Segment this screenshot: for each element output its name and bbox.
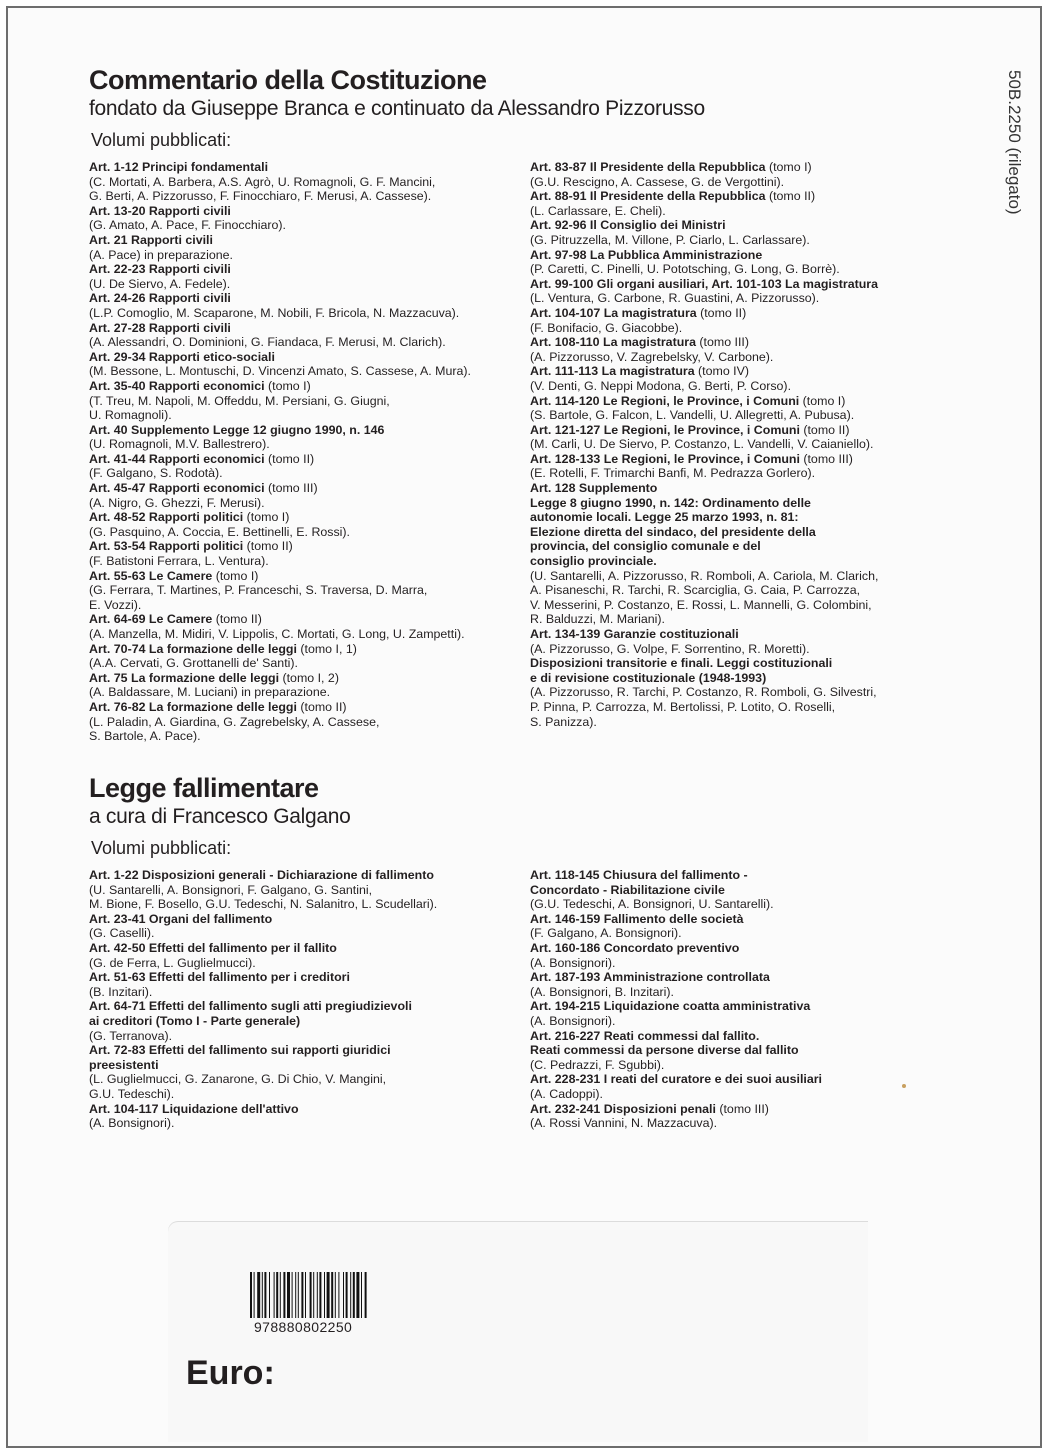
volume-entry	[89, 941, 509, 970]
volume-title-text: Art. 72-83 Effetti del fallimento sui rapporti giuridici preesistenti	[89, 1043, 391, 1072]
volume-title-text: Art. 64-69 Le Camere	[89, 612, 213, 627]
volume-entry	[530, 160, 950, 189]
volume-title-text: Art. 41-44 Rapporti economici	[89, 451, 265, 466]
barcode-bars	[250, 1272, 418, 1318]
volume-authors: (G.U. Rescigno, A. Cassese, G. de Vergottini).	[530, 174, 785, 189]
volume-entry	[530, 364, 950, 393]
commentario-section	[89, 64, 959, 744]
volume-authors: (A. Nigro, G. Ghezzi, F. Merusi).	[89, 495, 265, 510]
volume-title-text: Art. 104-107 La magistratura	[530, 305, 697, 320]
volume-title	[530, 423, 950, 438]
volume-title-text: Art. 29-34 Rapporti etico-sociali	[89, 349, 275, 364]
volume-authors: (T. Treu, M. Napoli, M. Offeddu, M. Persiani, G. Giugni, U. Romagnoli).	[89, 393, 390, 423]
volume-entry	[530, 481, 950, 627]
volume-tomo-note: (tomo I)	[243, 510, 290, 525]
volume-tomo-note: (tomo II)	[696, 305, 747, 320]
barcode-bar	[353, 1272, 355, 1318]
barcode-bar	[343, 1272, 344, 1318]
volume-title-text: Art. 83-87 Il Presidente della Repubblica	[530, 160, 766, 174]
volume-title-text: Art. 88-91 Il Presidente della Repubblica	[530, 189, 766, 204]
volume-authors: (U. Santarelli, A. Bonsignori, F. Galgano, G. Santini, M. Bione, F. Bosello, G.U. Tedeschi, N. Salanitro, L. Scudellari).	[89, 882, 438, 912]
volume-authors: (G. Terranova).	[89, 1028, 173, 1043]
volume-title-text: Art. 104-117 Liquidazione dell'attivo	[89, 1101, 299, 1116]
barcode-bar	[298, 1272, 299, 1318]
barcode-bar	[274, 1272, 275, 1318]
volume-entry	[530, 627, 950, 656]
volume-entry	[89, 700, 509, 744]
volume-authors: (A. Cadoppi).	[530, 1086, 604, 1101]
volume-title-text: Art. 75 La formazione delle leggi	[89, 670, 280, 685]
volume-authors: (A. Alessandri, O. Dominioni, G. Fiandaca, F. Merusi, M. Clarich).	[89, 335, 446, 350]
volume-title-text: Art. 21 Rapporti civili	[89, 232, 213, 247]
barcode-bar	[264, 1272, 266, 1318]
volume-authors: (F. Galgano, S. Rodotà).	[89, 466, 223, 481]
volume-title	[530, 452, 950, 467]
volume-title	[530, 160, 950, 175]
volume-authors: (C. Mortati, A. Barbera, A.S. Agrò, U. Romagnoli, G. F. Mancini, G. Berti, A. Pizzorusso, F. Finocchiaro, F. Merusi, A. Cassese).	[89, 174, 436, 204]
volume-title	[530, 941, 950, 956]
volume-entry	[530, 868, 950, 912]
volume-title-text: Art. 22-23 Rapporti civili	[89, 262, 231, 277]
volume-entry	[89, 379, 509, 423]
barcode-bar	[262, 1272, 263, 1318]
volume-title-text: Art. 64-71 Effetti del fallimento sugli atti pregiudizievoli ai creditori (Tomo I - Parte generale)	[89, 999, 412, 1028]
volume-title-text: Art. 1-22 Disposizioni generali - Dichiarazione di fallimento	[89, 868, 434, 882]
barcode-bar	[319, 1272, 321, 1318]
volume-authors: (G. de Ferra, L. Guglielmucci).	[89, 955, 256, 970]
volume-tomo-note: (tomo I, 1)	[296, 641, 357, 656]
volume-title	[530, 248, 950, 263]
volume-title	[530, 189, 950, 204]
volume-title	[89, 970, 509, 985]
volume-title-text: Art. 111-113 La magistratura	[530, 364, 695, 379]
volume-title	[89, 999, 509, 1028]
volume-entry	[89, 510, 509, 539]
volume-entry	[530, 277, 950, 306]
volume-tomo-note: (tomo II)	[765, 189, 816, 204]
barcode-bar	[250, 1272, 252, 1318]
volume-tomo-note: (tomo III)	[695, 335, 749, 350]
volume-entry	[89, 204, 509, 233]
volume-title	[530, 481, 950, 569]
volume-entry	[530, 423, 950, 452]
volume-title-text: Art. 228-231 I reati del curatore e dei suoi ausiliari	[530, 1072, 822, 1087]
volume-authors: (A.A. Cervati, G. Grottanelli de' Santi).	[89, 656, 298, 671]
volume-tomo-note: (tomo I)	[765, 160, 812, 174]
volume-title-text: Art. 48-52 Rapporti politici	[89, 510, 244, 525]
barcode-bar	[338, 1272, 339, 1318]
volume-title	[89, 160, 509, 175]
volume-authors: (A. Rossi Vannini, N. Mazzacuva).	[530, 1116, 718, 1131]
volume-title-text: Art. 35-40 Rapporti economici	[89, 378, 265, 393]
volume-authors: (G. Caselli).	[89, 926, 155, 941]
volume-authors: (L. Guglielmucci, G. Zanarone, G. Di Chio, V. Mangini, G.U. Tedeschi).	[89, 1072, 387, 1101]
volume-authors: (A. Pizzorusso, R. Tarchi, P. Costanzo, R. Romboli, G. Silvestri, P. Pinna, P. Carrozza, M. Bertolissi, P. Lotito, O. Roselli, S. Panizza).	[530, 685, 877, 729]
volume-authors: (E. Rotelli, F. Trimarchi Banfi, M. Pedrazza Gorlero).	[530, 466, 816, 481]
volume-entry	[530, 189, 950, 218]
volume-authors: (L. Paladin, A. Giardina, G. Zagrebelsky, A. Cassese, S. Bartole, A. Pace).	[89, 714, 380, 744]
barcode-bar	[365, 1272, 367, 1318]
volume-title	[89, 700, 509, 715]
volume-authors: (G. Pasquino, A. Coccia, E. Bettinelli, E. Rossi).	[89, 524, 350, 539]
volume-authors: (M. Carli, U. De Siervo, P. Costanzo, L. Vandelli, V. Caianiello).	[530, 437, 874, 452]
volume-entry	[89, 233, 509, 262]
volume-authors: (G. Ferrara, T. Martines, P. Franceschi, S. Traversa, D. Marra, E. Vozzi).	[89, 583, 428, 612]
barcode-bar	[257, 1272, 260, 1318]
volume-entry	[530, 394, 950, 423]
barcode-bar	[254, 1272, 255, 1318]
volume-title	[530, 970, 950, 985]
volume-tomo-note: (tomo II)	[264, 451, 315, 466]
barcode-bar	[313, 1272, 314, 1318]
volume-authors: (A. Bonsignori, B. Inzitari).	[530, 984, 674, 999]
volume-title-text: Art. 27-28 Rapporti civili	[89, 320, 231, 335]
volume-title-text: Art. 45-47 Rapporti economici	[89, 481, 265, 496]
volume-title-text: Art. 40 Supplemento Legge 12 giugno 1990, n. 146	[89, 422, 385, 437]
volume-authors: (P. Caretti, C. Pinelli, U. Pototsching, G. Long, G. Borrè).	[530, 262, 840, 277]
volume-title	[89, 912, 509, 927]
volume-title	[89, 233, 509, 248]
volume-title	[89, 671, 509, 686]
volume-entry	[89, 481, 509, 510]
barcode-bar	[356, 1272, 359, 1318]
barcode-bar	[305, 1272, 306, 1318]
volume-entry	[530, 941, 950, 970]
volume-title-text: Art. 42-50 Effetti del fallimento per il fallito	[89, 940, 337, 955]
volume-entry	[89, 1102, 509, 1131]
volume-authors: (L.P. Comoglio, M. Scaparone, M. Nobili, F. Bricola, N. Mazzacuva).	[89, 305, 460, 320]
volume-title	[530, 868, 950, 897]
volume-title	[89, 379, 509, 394]
volume-authors: (S. Bartole, G. Falcon, L. Vandelli, U. Allegretti, A. Pubusa).	[530, 408, 855, 423]
volume-authors: (B. Inzitari).	[89, 984, 153, 999]
volume-authors: (L. Ventura, G. Carbone, R. Guastini, A. Pizzorusso).	[530, 291, 820, 306]
volume-title	[89, 642, 509, 657]
volume-tomo-note: (tomo I)	[799, 393, 846, 408]
commentario-right-column	[530, 160, 950, 729]
volume-title	[530, 277, 950, 292]
commentario-subtitle: fondato da Giuseppe Branca e continuato da Alessandro Pizzorusso	[89, 97, 705, 120]
legge-title: Legge fallimentare	[89, 773, 319, 803]
volume-authors: (U. Romagnoli, M.V. Ballestrero).	[89, 437, 270, 452]
volume-entry	[89, 321, 509, 350]
volume-tomo-note: (tomo IV)	[694, 364, 749, 379]
barcode-bar	[295, 1272, 296, 1318]
volume-entry	[89, 569, 509, 613]
volume-title	[530, 1072, 950, 1087]
volume-authors: (V. Denti, G. Neppi Modona, G. Berti, P. Corso).	[530, 378, 792, 393]
volume-title	[530, 394, 950, 409]
volume-entry	[530, 335, 950, 364]
volume-title	[530, 1029, 950, 1058]
volume-title-text: Art. 13-20 Rapporti civili	[89, 203, 231, 218]
volume-title-text: Art. 51-63 Effetti del fallimento per i creditori	[89, 970, 350, 985]
volume-title-text: Art. 128-133 Le Regioni, le Province, i Comuni	[530, 451, 800, 466]
volume-entry	[530, 1029, 950, 1073]
volume-authors: (L. Carlassare, E. Cheli).	[530, 203, 666, 218]
volume-authors: (A. Pizzorusso, V. Zagrebelsky, V. Carbone).	[530, 349, 774, 364]
volume-title	[530, 656, 950, 685]
volume-title-text: Art. 134-139 Garanzie costituzionali	[530, 627, 739, 641]
volume-title-text: Art. 187-193 Amministrazione controllata	[530, 970, 770, 985]
volume-tomo-note: (tomo I)	[212, 568, 259, 583]
volume-title	[89, 481, 509, 496]
barcode-bar	[317, 1272, 318, 1318]
volume-title	[89, 350, 509, 365]
legge-right-column	[530, 868, 950, 1131]
volume-authors: (A. Baldassare, M. Luciani) in preparazione.	[89, 685, 331, 700]
volume-tomo-note: (tomo II)	[799, 422, 850, 437]
barcode-bar	[269, 1272, 270, 1318]
volume-entry	[530, 248, 950, 277]
volume-entry	[89, 671, 509, 700]
legge-volumes-label: Volumi pubblicati:	[91, 838, 232, 858]
volume-title-text: Art. 76-82 La formazione delle leggi	[89, 699, 297, 714]
volume-tomo-note: (tomo II)	[243, 539, 293, 554]
volume-title	[89, 612, 509, 627]
volume-title-text: Art. 24-26 Rapporti civili	[89, 291, 231, 306]
volume-title	[89, 423, 509, 438]
volume-entry	[530, 912, 950, 941]
volume-title-text: Art. 216-227 Reati commessi dal fallito. Reati commessi da persone diverse dal fallito	[530, 1028, 799, 1058]
spine-code-text: 50B.2250 (rilegato)	[1005, 70, 1024, 215]
volume-title-text: Art. 121-127 Le Regioni, le Province, i Comuni	[530, 422, 800, 437]
volume-entry	[89, 868, 509, 912]
volume-authors: (A. Pizzorusso, G. Volpe, F. Sorrentino, R. Moretti).	[530, 641, 810, 656]
volume-title-text: Art. 118-145 Chiusura del fallimento - Concordato - Riabilitazione civile	[530, 868, 748, 897]
volume-entry	[89, 423, 509, 452]
volume-title	[530, 218, 950, 233]
volume-title-text: Art. 114-120 Le Regioni, le Province, i Comuni	[530, 393, 800, 408]
price-label: Euro:	[186, 1354, 275, 1392]
volume-tomo-note: (tomo I, 2)	[279, 670, 339, 685]
volume-authors: (G.U. Tedeschi, A. Bonsignori, U. Santarelli).	[530, 897, 774, 912]
barcode-bar	[361, 1272, 362, 1318]
volume-title-text: Art. 146-159 Fallimento delle società	[530, 911, 744, 926]
volume-authors: (A. Bonsignori).	[89, 1116, 175, 1131]
volume-title-text: Art. 108-110 La magistratura	[530, 335, 696, 350]
volume-title-text: Art. 23-41 Organi del fallimento	[89, 911, 273, 926]
barcode-bar	[280, 1272, 281, 1318]
volume-entry	[530, 970, 950, 999]
volume-title-text: Art. 194-215 Liquidazione coatta amministrativa	[530, 999, 811, 1014]
volume-entry	[89, 970, 509, 999]
volume-title-text: Art. 128 Supplemento Legge 8 giugno 1990, n. 142: Ordinamento delle autonomie locali. Legge 25 marzo 1993, n. 81: Elezione diretta del sindaco, del presidente della provincia, del consiglio comunale e del consiglio provinciale.	[530, 481, 816, 569]
volume-title	[89, 868, 509, 883]
volume-authors: (U. De Siervo, A. Fedele).	[89, 276, 231, 291]
barcode-bar	[276, 1272, 278, 1318]
commentario-title: Commentario della Costituzione	[89, 65, 487, 95]
commentario-left-column	[89, 160, 509, 744]
spine-code	[1000, 70, 1028, 250]
barcode-bar	[287, 1272, 290, 1318]
volume-tomo-note: (tomo II)	[212, 612, 262, 627]
volume-title-text: Art. 55-63 Le Camere	[89, 568, 213, 583]
volume-title-text: Art. 1-12 Principi fondamentali	[89, 160, 269, 174]
volume-title	[89, 510, 509, 525]
volume-authors: (G. Amato, A. Pace, F. Finocchiaro).	[89, 218, 286, 233]
volume-title	[530, 1102, 950, 1117]
barcode-bar	[301, 1272, 303, 1318]
commentario-volumes-label: Volumi pubblicati:	[91, 130, 232, 150]
volume-entry	[530, 218, 950, 247]
barcode-bar	[310, 1272, 312, 1318]
volume-title-text: Art. 232-241 Disposizioni penali	[530, 1101, 716, 1116]
legge-section	[89, 772, 959, 1131]
volume-entry	[530, 999, 950, 1028]
volume-entry	[89, 642, 509, 671]
volume-authors: (A. Pace) in preparazione.	[89, 247, 233, 262]
volume-title	[89, 539, 509, 554]
barcode-bar	[327, 1272, 330, 1318]
volume-title	[89, 569, 509, 584]
volume-title-text: Art. 160-186 Concordato preventivo	[530, 940, 740, 955]
volume-authors: (A. Bonsignori).	[530, 1013, 616, 1028]
volume-title-text: Disposizioni transitorie e finali. Leggi costituzionali e di revisione costituzionale (1948-1993)	[530, 656, 833, 685]
volume-entry	[89, 912, 509, 941]
volume-title	[530, 364, 950, 379]
volume-title	[89, 941, 509, 956]
volume-entry	[530, 452, 950, 481]
volume-entry	[89, 160, 509, 204]
volume-title-text: Art. 92-96 Il Consiglio dei Ministri	[530, 218, 726, 233]
volume-title	[530, 999, 950, 1014]
volume-tomo-note: (tomo I)	[264, 378, 311, 393]
volume-authors: (F. Batistoni Ferrara, L. Ventura).	[89, 554, 269, 569]
volume-authors: (G. Pitruzzella, M. Villone, P. Ciarlo, L. Carlassare).	[530, 232, 810, 247]
volume-entry	[530, 306, 950, 335]
volume-authors: (A. Manzella, M. Midiri, V. Lippolis, C. Mortati, G. Long, U. Zampetti).	[89, 627, 465, 641]
volume-authors: (U. Santarelli, A. Pizzorusso, R. Romboli, A. Cariola, M. Clarich, A. Pisaneschi, R. Tarchi, R. Scarciglia, G. Caia, P. Carrozza, V. Messerini, P. Costanzo, E. Rossi, L. Mannelli, G. Colombini, R. Balduzzi, M. Mariani).	[530, 568, 879, 627]
volume-entry	[89, 999, 509, 1043]
volume-authors: (F. Bonifacio, G. Giacobbe).	[530, 320, 683, 335]
volume-entry	[530, 1072, 950, 1101]
volume-authors: (F. Galgano, A. Bonsignori).	[530, 926, 682, 941]
volume-title	[530, 627, 950, 642]
volume-entry	[530, 1102, 950, 1131]
barcode-bar	[346, 1272, 348, 1318]
volume-entry	[89, 612, 509, 641]
volume-entry	[89, 350, 509, 379]
decorative-dot	[902, 1084, 906, 1088]
volume-entry	[89, 452, 509, 481]
legge-subtitle: a cura di Francesco Galgano	[89, 805, 351, 828]
volume-title	[530, 912, 950, 927]
volume-title-text: Art. 53-54 Rapporti politici	[89, 539, 244, 554]
volume-entry	[89, 539, 509, 568]
volume-title	[89, 321, 509, 336]
volume-title	[89, 204, 509, 219]
volume-tomo-note: (tomo II)	[296, 699, 347, 714]
volume-tomo-note: (tomo III)	[264, 481, 318, 496]
volume-title	[89, 291, 509, 306]
volume-title	[89, 452, 509, 467]
barcode-bar	[324, 1272, 325, 1318]
volume-title	[89, 1043, 509, 1072]
barcode-bar	[283, 1272, 285, 1318]
volume-title	[530, 335, 950, 350]
volume-authors: (C. Pedrazzi, F. Sgubbi).	[530, 1057, 665, 1072]
barcode-bar	[350, 1272, 351, 1318]
volume-authors: (A. Bonsignori).	[530, 955, 616, 970]
volume-entry	[89, 1043, 509, 1101]
barcode	[246, 1272, 422, 1334]
volume-title-text: Art. 97-98 La Pubblica Amministrazione	[530, 247, 763, 262]
volume-entry	[530, 656, 950, 729]
barcode-bar	[331, 1272, 333, 1318]
volume-title	[89, 262, 509, 277]
volume-entry	[89, 262, 509, 291]
volume-tomo-note: (tomo III)	[799, 451, 853, 466]
legge-left-column	[89, 868, 509, 1131]
volume-title-text: Art. 70-74 La formazione delle leggi	[89, 641, 297, 656]
volume-title	[530, 306, 950, 321]
volume-title-text: Art. 99-100 Gli organi ausiliari, Art. 101-103 La magistratura	[530, 276, 878, 291]
isbn-number: 978880802250	[254, 1319, 353, 1335]
volume-tomo-note: (tomo III)	[715, 1101, 769, 1116]
volume-entry	[89, 291, 509, 320]
barcode-bar	[292, 1272, 293, 1318]
barcode-bar	[335, 1272, 336, 1318]
volume-authors: (M. Bessone, L. Montuschi, D. Vincenzi Amato, S. Cassese, A. Mura).	[89, 364, 471, 379]
volume-title	[89, 1102, 509, 1117]
